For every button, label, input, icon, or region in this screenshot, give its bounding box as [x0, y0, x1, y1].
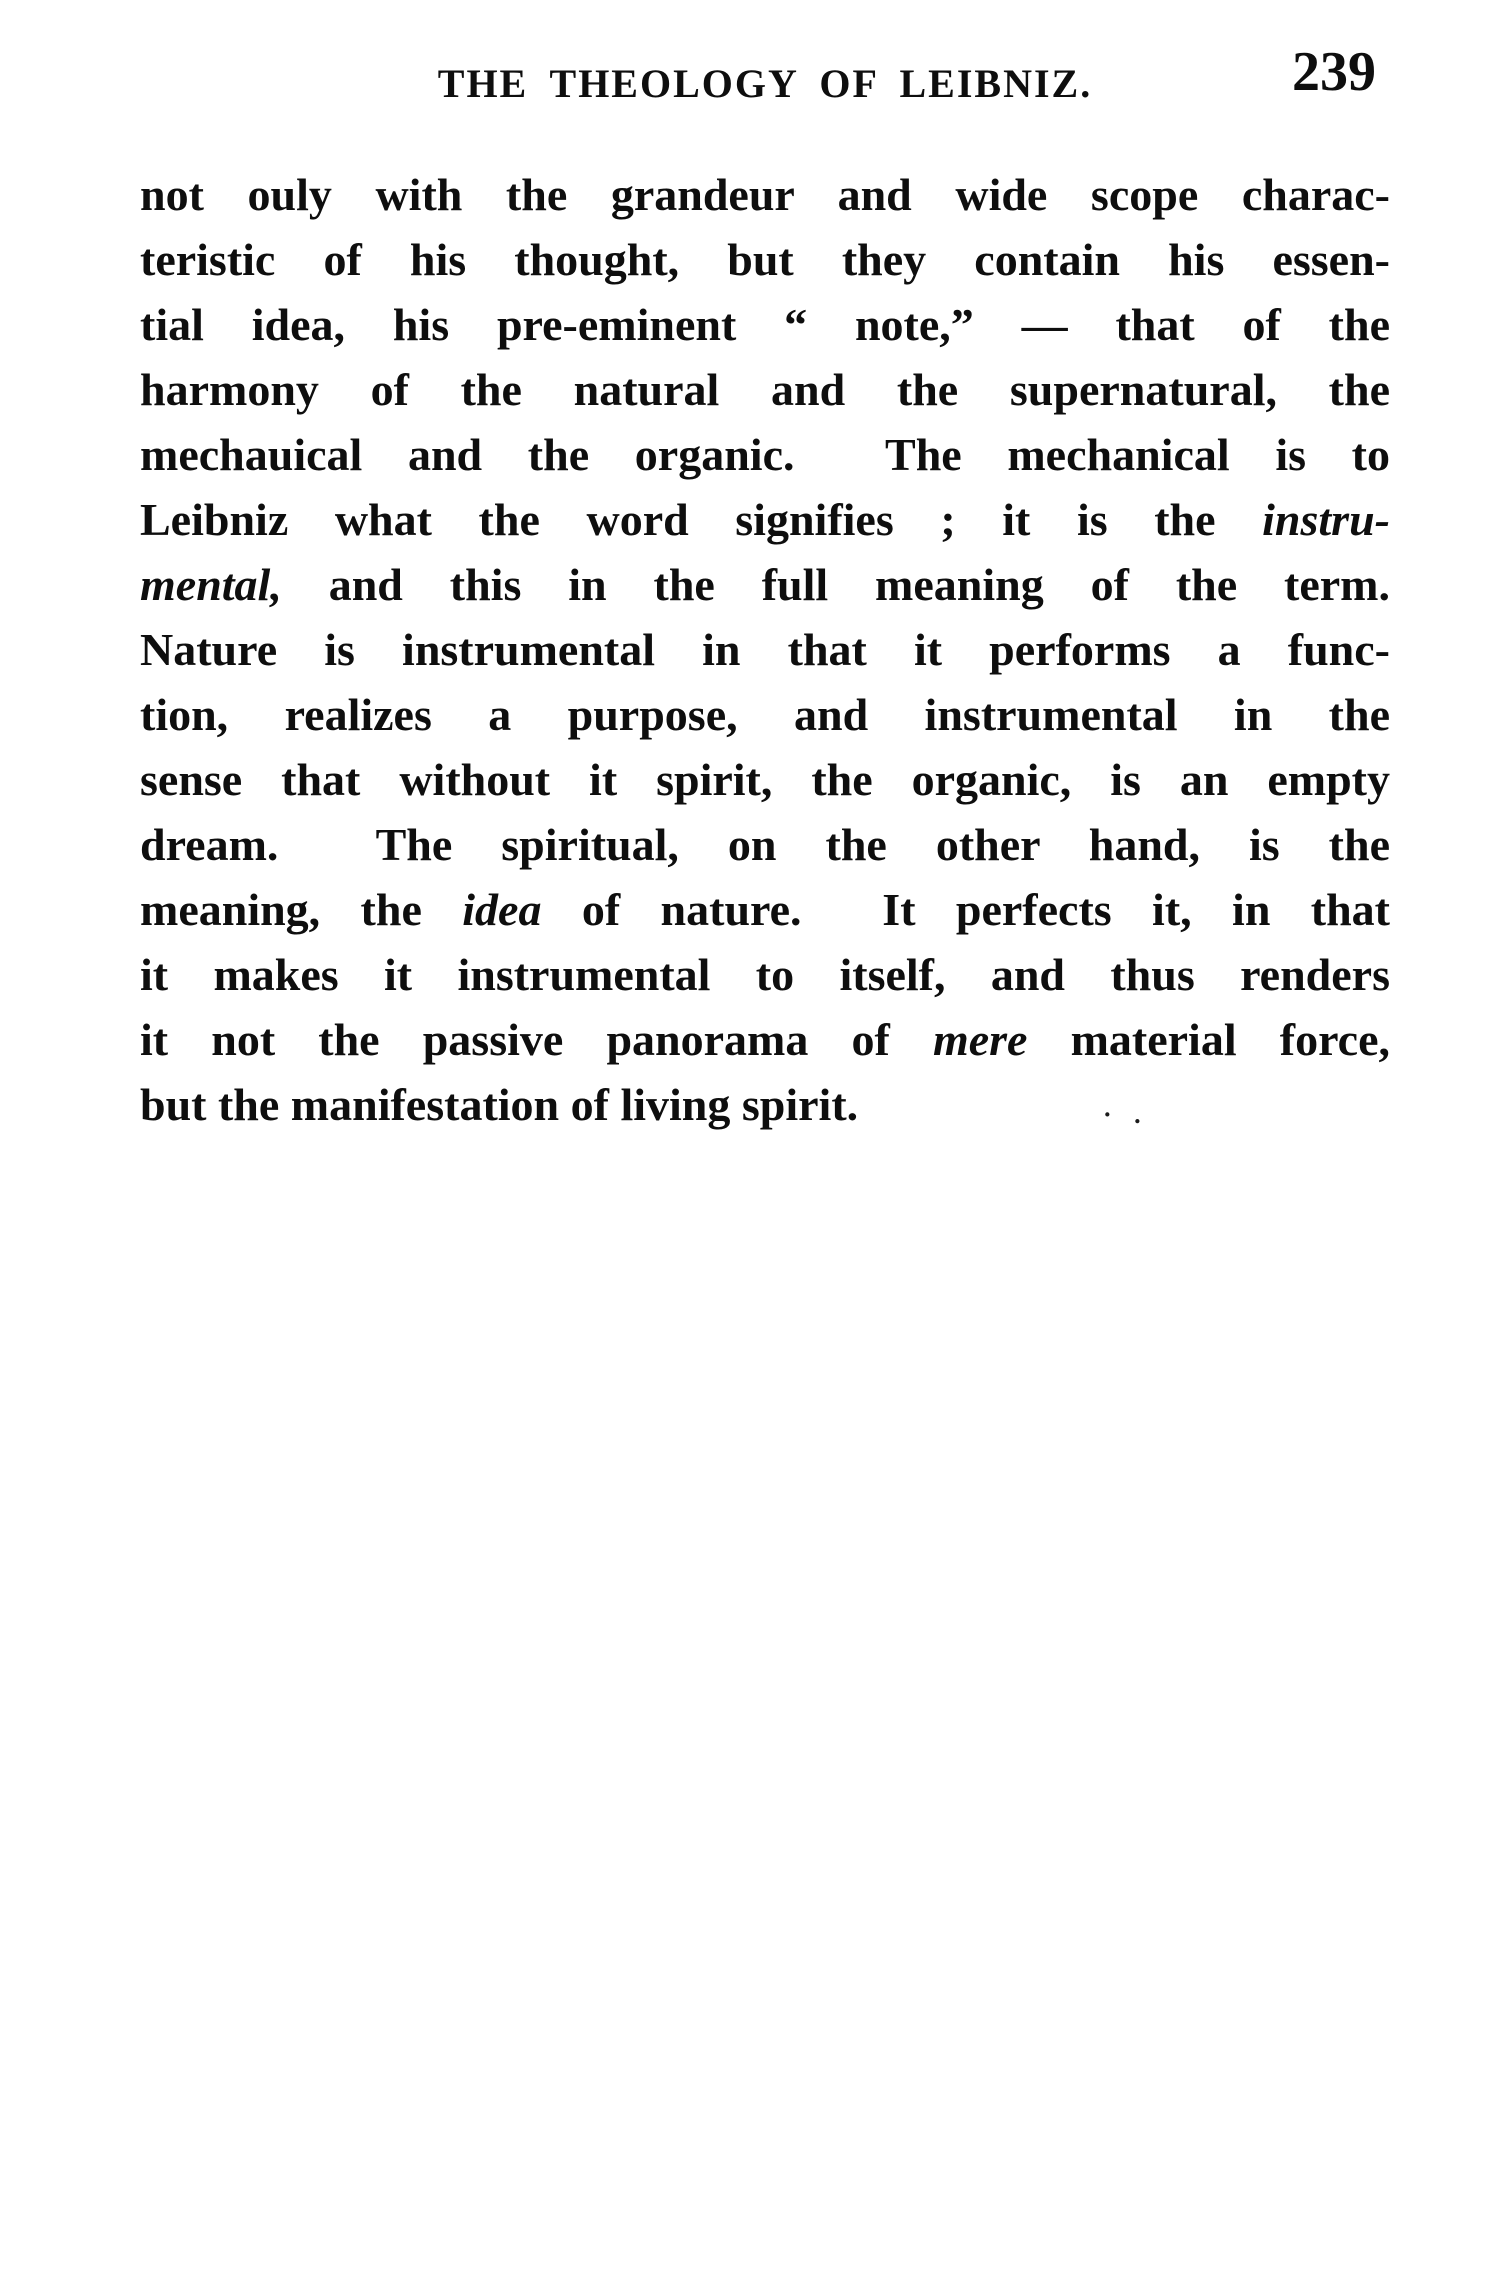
text-line: [140, 422, 1390, 487]
scan-speck-mark: · .: [1103, 1100, 1149, 1129]
text-segment: mechauical and the organic. The mechanical is to: [140, 429, 1390, 480]
text-segment: harmony of the natural and the supernatural, the: [140, 364, 1390, 415]
text-line: [140, 292, 1390, 357]
text-segment: of nature. It perfects it, in that: [541, 884, 1391, 935]
italic-term: mere: [932, 1014, 1028, 1065]
text-line: [140, 682, 1390, 747]
text-line: [140, 552, 1390, 617]
text-line: [140, 1072, 1390, 1137]
running-header: [140, 0, 1390, 130]
text-line: [140, 227, 1390, 292]
text-segment: and this in the full meaning of the term.: [281, 559, 1390, 610]
text-segment: it not the passive panorama of: [140, 1014, 933, 1065]
page-text: [140, 162, 1390, 1137]
text-segment: meaning, the: [140, 884, 463, 935]
italic-term: instru-: [1262, 494, 1390, 545]
text-segment: but the manifestation of living spirit.: [140, 1079, 859, 1130]
text-segment: tial idea, his pre-eminent “ note,” — that of the: [140, 299, 1390, 350]
page-title: THE THEOLOGY OF LEIBNIZ.: [437, 61, 1093, 106]
text-segment: teristic of his thought, but they contain his essen-: [140, 234, 1390, 285]
text-segment: sense that without it spirit, the organic, is an empty: [140, 754, 1390, 805]
text-segment: tion, realizes a purpose, and instrumental in the: [140, 689, 1390, 740]
text-line: [140, 1007, 1390, 1072]
text-segment: Leibniz what the word signifies ; it is the: [140, 494, 1263, 545]
text-line: [140, 812, 1390, 877]
text-line: [140, 162, 1390, 227]
text-segment: material force,: [1027, 1014, 1390, 1065]
text-segment: Nature is instrumental in that it performs a func-: [140, 624, 1390, 675]
italic-term: idea: [462, 884, 542, 935]
text-segment: dream. The spiritual, on the other hand, is the: [140, 819, 1390, 870]
text-segment: it makes it instrumental to itself, and thus renders: [140, 949, 1390, 1000]
text-line: [140, 357, 1390, 422]
text-line: [140, 942, 1390, 1007]
text-line: [140, 747, 1390, 812]
text-segment: not ouly with the grandeur and wide scope charac-: [140, 169, 1390, 220]
text-line: [140, 487, 1390, 552]
italic-term: mental,: [140, 559, 282, 610]
text-line: [140, 617, 1390, 682]
page-number: 239: [1292, 41, 1376, 103]
text-line: [140, 877, 1390, 942]
